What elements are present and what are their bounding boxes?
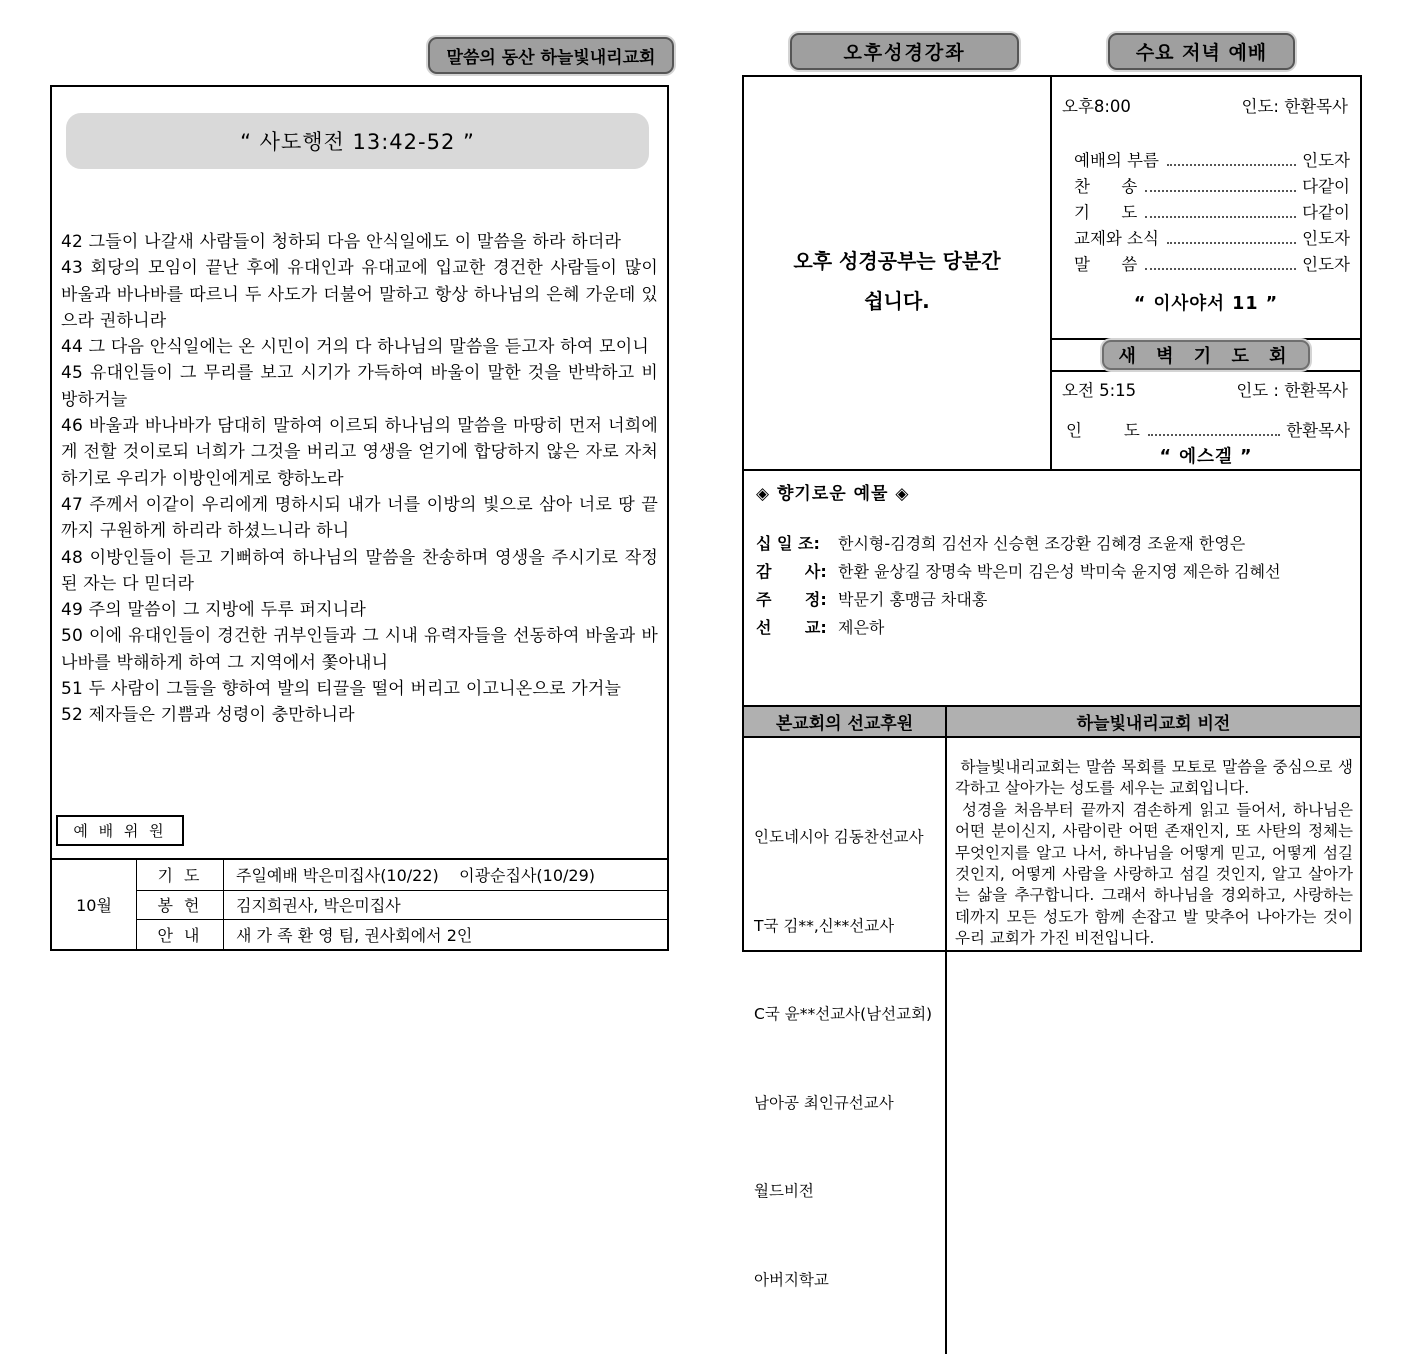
committee-row-label: 봉 헌 — [137, 890, 224, 920]
committee-row-value: 김지희권사, 박은미집사 — [224, 890, 667, 920]
order-item-label: 인 도 — [1066, 421, 1140, 440]
verse-line: 42 그들이 나갈새 사람들이 청하되 다음 안식일에도 이 말씀을 하라 하더라 — [61, 232, 622, 252]
offering-row — [756, 612, 1348, 640]
committee-row-value: 주일예배 박은미집사(10/22) 이광순집사(10/29) — [236, 866, 596, 886]
verse-line: 52 제자들은 기쁨과 성령이 충만하니라 — [61, 705, 355, 726]
worship-order-item — [1074, 249, 1350, 275]
verse-line: 45 유대인들이 그 무리를 보고 시기가 가득하여 바울이 말한 것을 반박하고 비방하거늘 — [61, 363, 658, 410]
verse-line: 51 두 사람이 그들을 향하여 발의 티끌을 떨어 버리고 이고니온으로 가거늘 — [61, 679, 622, 700]
vision-paragraph: 하늘빛내리교회는 말씀 목회를 모토로 말씀을 중심으로 생각하고 살아가는 성도를 세우는 교회입니다. — [955, 758, 1353, 798]
order-item-value: 한환목사 — [1286, 421, 1350, 440]
dotted-leader — [1167, 242, 1296, 244]
committee-row-label: 기 도 — [137, 860, 224, 890]
lecture-notice-line2: 쉽니다. — [864, 289, 930, 313]
bible-passage — [61, 229, 658, 729]
wednesday-scripture: “ 이사야서 11 ” — [1133, 294, 1279, 314]
offering-names: 박문기 홍맹금 차대홍 — [838, 589, 988, 609]
offering-label: 감 사: — [756, 561, 827, 581]
order-item-value: 다같이 — [1302, 203, 1350, 222]
offerings-panel — [744, 469, 1360, 705]
order-item-label: 예배의 부름 — [1074, 151, 1159, 170]
offerings-title: ◈ 향기로운 예물 ◈ — [756, 484, 910, 504]
worship-order-item — [1074, 145, 1350, 171]
verse-line: 48 이방인들이 듣고 기뻐하여 하나님의 말씀을 찬송하며 영생을 주시기로 작정된 자는 다 믿더라 — [61, 547, 658, 594]
dotted-leader — [1145, 216, 1296, 218]
offering-label: 십 일 조: — [756, 533, 820, 553]
order-item-label: 교제와 소식 — [1074, 229, 1159, 248]
verse-line: 50 이에 유대인들이 경건한 귀부인들과 그 시내 유력자들을 선동하여 바울과 바나바를 박해하게 하여 그 지역에서 쫓아내니 — [61, 626, 658, 673]
committee-row-value: 새 가 족 환 영 팀, 권사회에서 2인 — [224, 919, 667, 949]
mission-list — [744, 738, 947, 1354]
church-name-badge: 말씀의 동산 하늘빛내리교회 — [428, 37, 674, 74]
offering-label: 주 정: — [756, 589, 827, 609]
worship-committee-table — [50, 858, 669, 951]
worship-order-item — [1074, 197, 1350, 223]
dawn-prayer-badge: 새 벽 기 도 회 — [1102, 340, 1309, 370]
worship-order-item — [1074, 171, 1350, 197]
verse-line: 44 그 다음 안식일에는 온 시민이 거의 다 하나님의 말씀을 듣고자 하여 모이니 — [61, 337, 649, 358]
dotted-leader — [1145, 268, 1296, 270]
order-item-value: 인도자 — [1302, 151, 1350, 170]
verse-line: 47 주께서 이같이 우리에게 명하시되 내가 너를 이방의 빛으로 삼아 너로 땅 끝까지 구원하게 하리라 하셨느니라 하니 — [61, 494, 658, 542]
offering-row — [756, 528, 1348, 556]
dawn-time: 오전 5:15 — [1062, 381, 1137, 400]
verse-line: 49 주의 말씀이 그 지방에 두루 퍼지니라 — [61, 600, 366, 621]
verse-line: 46 바울과 바나바가 담대히 말하여 이르되 하나님의 말씀을 마땅히 먼저 너희에게 전할 것이로되 너희가 그것을 버리고 영생을 얻기에 합당하지 않은 자로 자처하기로 우리가 이방인에게로 향하노라 — [61, 416, 658, 489]
dotted-leader — [1148, 434, 1280, 436]
offering-names: 제은하 — [838, 617, 885, 637]
worship-committee-label: 예 배 위 원 — [56, 815, 184, 846]
dotted-leader — [1167, 164, 1296, 166]
mission-item: 아버지학교 — [754, 1270, 829, 1289]
order-item-label: 찬 송 — [1074, 177, 1138, 196]
wednesday-worship-badge: 수요 저녁 예배 — [1108, 33, 1295, 70]
mission-item: 월드비전 — [754, 1182, 814, 1200]
order-item-value: 다같이 — [1302, 177, 1350, 196]
worship-time: 오후8:00 — [1062, 97, 1131, 116]
vision-text — [947, 738, 1360, 1354]
dotted-leader — [1145, 190, 1296, 192]
offering-names: 한시형-김경희 김선자 신승현 조강환 김혜경 조윤재 한영은 — [838, 533, 1246, 553]
offering-label: 선 교: — [756, 617, 827, 637]
afternoon-lecture-panel — [744, 77, 1050, 469]
vision-paragraph: 성경을 처음부터 끝까지 겸손하게 읽고 들어서, 하나님은 어떤 분이신지, 사람이란 어떤 존재인지, 또 사탄의 정체는 무엇인지를 알고 나서, 하나님을 어떻게 믿고, 어떻게 섬길 것인지, 어떻게 사람을 사랑하고 섬길 것인지, 알고 살아가는 삶을 추구합니다. 그래서 하나님을 경외하고, 사랑하는 데까지 모든 성도가 함께 손잡고 발 맞추어 나아가는 것이 우리 교회가 가진 비전입니다. — [955, 800, 1358, 948]
order-item-value: 인도자 — [1302, 229, 1350, 248]
offering-row — [756, 556, 1348, 584]
dawn-leader: 인도 : 한환목사 — [1236, 381, 1348, 400]
scripture-title-box: “ 사도행전 13:42-52 ” — [66, 113, 649, 169]
mission-support-header: 본교회의 선교후원 — [744, 707, 947, 738]
offering-row — [756, 584, 1348, 612]
verse-line: 43 회당의 모임이 끝난 후에 유대인과 유대교에 입교한 경건한 사람들이 많이 바울과 바나바를 따르니 두 사도가 더불어 말하고 항상 하나님의 은혜 가운데 있으라 권하니라 — [61, 258, 658, 331]
support-vision-table — [744, 705, 1360, 1289]
worship-leader: 인도: 한환목사 — [1241, 97, 1348, 116]
offering-names: 한환 윤상길 장명숙 박은미 김은성 박미숙 윤지영 제은하 김혜선 — [838, 561, 1281, 581]
mission-item: C국 윤**선교사(남선교회) — [754, 1005, 933, 1023]
wednesday-worship-panel — [1052, 77, 1360, 338]
dawn-prayer-header-row — [1052, 338, 1360, 372]
mission-item: 남아공 최인규선교사 — [754, 1093, 894, 1112]
afternoon-lecture-badge: 오후성경강좌 — [790, 33, 1019, 70]
mission-item: T국 김**,신**선교사 — [754, 916, 895, 935]
mission-item: 인도네시아 김동찬선교사 — [754, 828, 924, 846]
order-item-value: 인도자 — [1302, 255, 1350, 274]
dawn-order-item — [1066, 415, 1350, 441]
left-bulletin-page — [50, 85, 669, 951]
order-item-label: 말 씀 — [1074, 255, 1138, 274]
lecture-notice-line1: 오후 성경공부는 당분간 — [793, 249, 1001, 273]
order-item-label: 기 도 — [1074, 203, 1138, 222]
committee-month-cell: 10월 — [52, 860, 137, 949]
worship-order-list — [1052, 145, 1360, 275]
dawn-scripture: “ 에스겔 ” — [1159, 447, 1253, 467]
right-bulletin-page — [742, 75, 1362, 1289]
worship-order-item — [1074, 223, 1350, 249]
lecture-notice — [744, 241, 1050, 321]
dawn-prayer-panel — [1052, 368, 1360, 469]
church-vision-header: 하늘빛내리교회 비전 — [947, 707, 1360, 738]
committee-row-label: 안 내 — [137, 919, 224, 949]
